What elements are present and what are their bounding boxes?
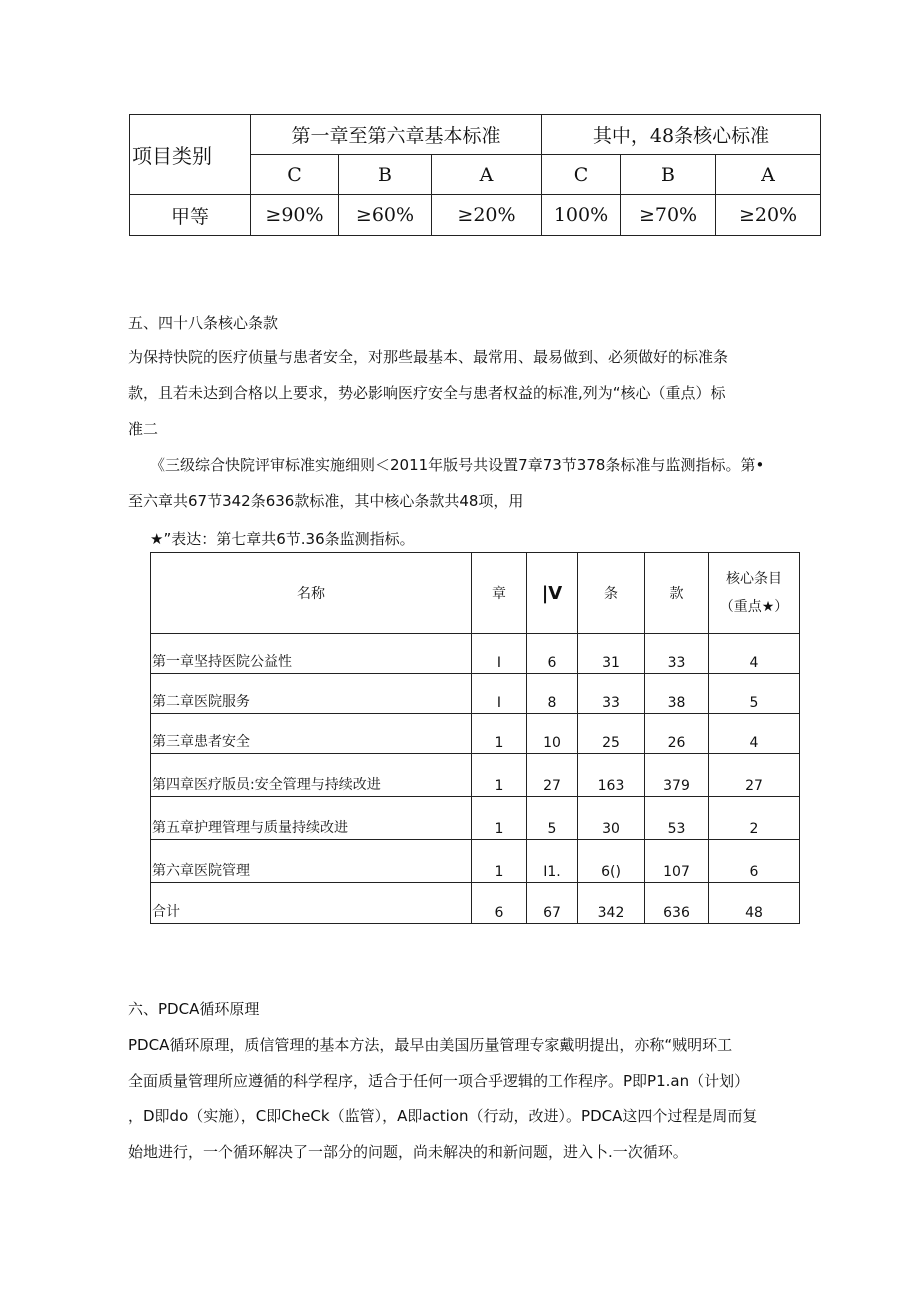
row-core: 27 — [709, 754, 800, 797]
row-chapter: 1 — [472, 840, 527, 883]
table-row — [151, 797, 800, 840]
row-name: 第六章医院管理 — [151, 840, 472, 883]
row-core: 6 — [709, 840, 800, 883]
header-section: |V — [527, 553, 578, 634]
section5-heading: 五、四十八条核心条款 — [128, 314, 279, 332]
row-article: 33 — [578, 674, 645, 714]
row-section: 8 — [527, 674, 578, 714]
row-chapter: 1 — [472, 754, 527, 797]
row-name: 第一章坚持医院公益性 — [151, 634, 472, 674]
group-header-core-standards: 其中，48条核心标准 — [542, 115, 821, 155]
table-row — [151, 840, 800, 883]
table-row — [151, 634, 800, 674]
row-clause: 33 — [645, 634, 709, 674]
row-chapter: 6 — [472, 883, 527, 924]
section5-para1-line: 为保持快院的医疗侦量与患者安全，对那些最基本、最常用、最易做到、必须做好的标准条 — [128, 348, 729, 366]
sub-header-cell: C — [542, 155, 621, 195]
sub-header-cell: C — [251, 155, 339, 195]
header-clause: 款 — [645, 553, 709, 634]
header-chapter: 章 — [472, 553, 527, 634]
header-article: 条 — [578, 553, 645, 634]
table-row — [151, 714, 800, 754]
grade-value-cell: ≥20% — [432, 195, 542, 236]
section6-para-line: ，D即do（实施），C即CheCk（监管），A即action（行动，改进）。PDCA这四个过程是周而复 — [128, 1107, 758, 1125]
group-header-basic-standards: 第一章至第六章基本标准 — [251, 115, 542, 155]
grade-value-cell: ≥90% — [251, 195, 339, 236]
section6-heading: 六、PDCA循环原理 — [128, 1000, 260, 1018]
sub-header-cell: A — [432, 155, 542, 195]
row-article: 31 — [578, 634, 645, 674]
row-section: 10 — [527, 714, 578, 754]
row-name: 合计 — [151, 883, 472, 924]
grade-value-cell: ≥60% — [339, 195, 432, 236]
row-clause: 379 — [645, 754, 709, 797]
header-core-items — [709, 553, 800, 634]
header-core-line1: 核心条目 — [726, 571, 782, 587]
row-core: 4 — [709, 714, 800, 754]
row-core: 5 — [709, 674, 800, 714]
row-label-project-category: 项目类别 — [130, 115, 251, 195]
header-core-line2: （重点★） — [719, 599, 789, 615]
row-chapter: 1 — [472, 797, 527, 840]
row-clause: 107 — [645, 840, 709, 883]
row-clause: 636 — [645, 883, 709, 924]
grade-value-cell: ≥20% — [716, 195, 821, 236]
section5-para2-line: ★”表达：第七章共6节.36条监测指标。 — [150, 530, 415, 548]
table-row — [151, 754, 800, 797]
row-section: 67 — [527, 883, 578, 924]
row-article: 6() — [578, 840, 645, 883]
row-core: 2 — [709, 797, 800, 840]
section6-para-line: 始地进行，一个循环解决了一部分的问题，尚未解决的和新问题，进入卜.一次循环。 — [128, 1143, 688, 1161]
row-name: 第三章患者安全 — [151, 714, 472, 754]
row-section: 5 — [527, 797, 578, 840]
row-article: 30 — [578, 797, 645, 840]
row-section: 27 — [527, 754, 578, 797]
row-chapter: I — [472, 674, 527, 714]
row-chapter: 1 — [472, 714, 527, 754]
section5-para2-line: 《三级综合快院评审标准实施细则＜2011年版号共设置7章73节378条标准与监测指标。第• — [150, 456, 765, 474]
sub-header-cell: B — [621, 155, 716, 195]
table-row — [151, 674, 800, 714]
row-chapter: I — [472, 634, 527, 674]
sub-header-cell: B — [339, 155, 432, 195]
row-core: 48 — [709, 883, 800, 924]
section5-para2-line: 至六章共67节342条636款标准，其中核心条款共48项，用 — [128, 492, 524, 510]
row-clause: 53 — [645, 797, 709, 840]
table-row-total — [151, 883, 800, 924]
grade-value-cell: ≥70% — [621, 195, 716, 236]
section6-para-line: PDCA循环原理，质信管理的基本方法，最早由美国历量管理专家戴明提出，亦称“贼明环工 — [128, 1036, 733, 1054]
section5-para1-line: 款，且若未达到合格以上要求，势必影响医疗安全与患者权益的标准,列为“核心（重点）标 — [128, 384, 726, 402]
row-section: 6 — [527, 634, 578, 674]
header-name: 名称 — [151, 553, 472, 634]
grade-label: 甲等 — [130, 195, 251, 236]
grade-standards-table — [129, 114, 821, 236]
chapter-summary-table — [150, 552, 800, 924]
grade-value-cell: 100% — [542, 195, 621, 236]
row-clause: 38 — [645, 674, 709, 714]
row-clause: 26 — [645, 714, 709, 754]
section5-para1-line: 准二 — [128, 420, 159, 438]
row-name: 第四章医疗版员:安全管理与持续改进 — [151, 754, 472, 797]
row-article: 163 — [578, 754, 645, 797]
row-name: 第二章医院服务 — [151, 674, 472, 714]
row-article: 342 — [578, 883, 645, 924]
row-article: 25 — [578, 714, 645, 754]
row-section: I1. — [527, 840, 578, 883]
row-name: 第五章护理管理与质量持续改进 — [151, 797, 472, 840]
sub-header-cell: A — [716, 155, 821, 195]
section6-para-line: 全面质量管理所应遵循的科学程序，适合于任何一项合乎逻辑的工作程序。P即P1.an（计划） — [128, 1072, 750, 1090]
row-core: 4 — [709, 634, 800, 674]
